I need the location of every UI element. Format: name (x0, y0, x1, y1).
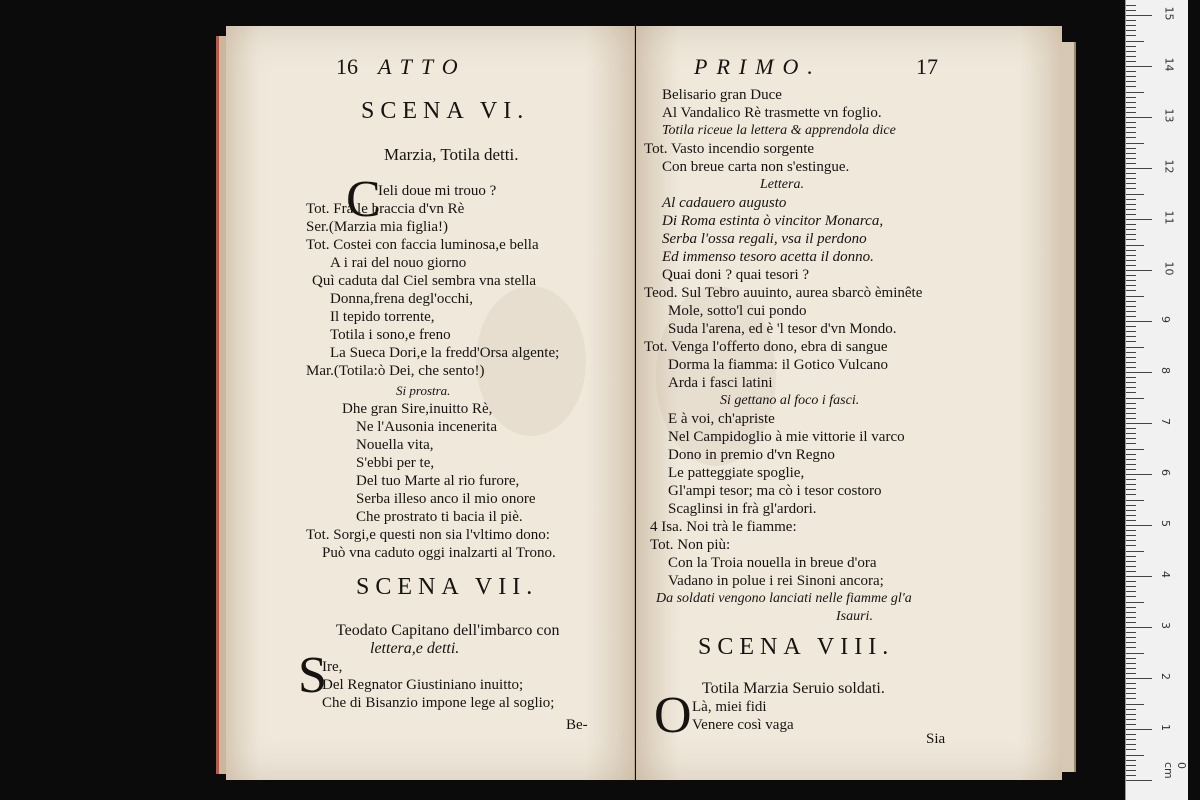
ruler-tick (1126, 403, 1136, 404)
running-head: ATTO (378, 54, 467, 79)
verse-line: Venere così vaga (692, 717, 794, 733)
ruler-tick (1126, 132, 1136, 133)
ruler-tick (1126, 306, 1136, 307)
ruler-tick (1126, 285, 1136, 286)
verse-line: Ne l'Ausonia incenerita (356, 419, 497, 435)
ruler-tick (1126, 729, 1152, 730)
ruler-tick (1126, 321, 1152, 322)
ruler-tick (1126, 71, 1136, 72)
letter-heading: Lettera. (760, 177, 804, 192)
verse-line: Il tepido torrente, (330, 309, 435, 325)
stage-direction: Isauri. (836, 609, 873, 624)
verse-line: Mar.(Totila:ò Dei, che sento!) (306, 363, 485, 379)
ruler-tick (1126, 301, 1136, 302)
verse-line: Nouella vita, (356, 437, 434, 453)
ruler-label: 15 (1162, 6, 1176, 21)
verse-line: Dorma la fiamma: il Gotico Vulcano (668, 357, 889, 373)
open-book (226, 26, 1062, 780)
ruler-tick (1126, 234, 1136, 235)
ruler-tick (1126, 296, 1144, 297)
verse-line: Al Vandalico Rè trasmette vn foglio. (662, 105, 882, 121)
verse-line: Ieli doue mi trouo ? (378, 183, 497, 199)
ruler-tick (1126, 500, 1144, 501)
verse-line: Là, miei fidi (692, 699, 767, 715)
scene-cast: Teodato Capitano dell'imbarco con (336, 622, 560, 639)
ruler-tick (1126, 545, 1136, 546)
ruler-tick (1126, 214, 1136, 215)
page-number: 17 (916, 54, 938, 79)
ruler-tick (1126, 780, 1152, 781)
ruler-tick (1126, 158, 1136, 159)
ruler-tick (1126, 178, 1136, 179)
ruler-tick (1126, 245, 1144, 246)
ruler-tick (1126, 479, 1136, 480)
ruler-tick (1126, 92, 1144, 93)
ruler-tick (1126, 51, 1136, 52)
ruler-tick (1126, 617, 1136, 618)
stage-direction: Si gettano al foco i fasci. (720, 393, 860, 408)
ruler-tick (1126, 423, 1152, 424)
ruler-tick (1126, 734, 1136, 735)
ruler-tick (1126, 20, 1136, 21)
ruler-tick (1126, 199, 1136, 200)
ruler-label: 5 (1159, 520, 1172, 527)
ruler-tick (1126, 137, 1136, 138)
letter-line: Ed immenso tesoro acetta il donno. (662, 249, 874, 265)
ruler-tick (1126, 86, 1136, 87)
ruler-tick (1126, 81, 1136, 82)
verse-line: S'ebbi per te, (356, 455, 435, 471)
ruler-tick (1126, 398, 1144, 399)
ruler-tick (1126, 454, 1136, 455)
ruler-tick (1126, 642, 1136, 643)
ruler-tick (1126, 163, 1136, 164)
ruler-tick (1126, 194, 1144, 195)
ruler-tick (1126, 183, 1136, 184)
ruler-label: 14 (1162, 57, 1176, 72)
verse-line: Che prostrato ti bacia il piè. (356, 509, 523, 525)
verse-line: Del Regnator Giustiniano inuitto; (322, 677, 524, 693)
ruler-tick (1126, 122, 1136, 123)
ruler-tick (1126, 693, 1136, 694)
catchword: Sia (926, 731, 946, 747)
stage-direction: Si prostra. (396, 383, 451, 398)
ruler-tick (1126, 755, 1144, 756)
verse-line: Ser.(Marzia mia figlia!) (306, 219, 449, 235)
ruler-tick (1126, 505, 1136, 506)
verse-line: Dono in premio d'vn Regno (668, 447, 835, 463)
ruler-tick (1126, 663, 1136, 664)
ruler-tick (1126, 760, 1136, 761)
ruler-tick (1126, 775, 1136, 776)
ruler-tick (1126, 566, 1136, 567)
ruler-tick (1126, 428, 1136, 429)
scene-cast: Marzia, Totila detti. (384, 145, 519, 164)
verse-line: Dhe gran Sire,inuitto Rè, (342, 401, 493, 417)
ruler-tick (1126, 647, 1136, 648)
page-number: 16 (336, 54, 358, 79)
ruler-tick (1126, 520, 1136, 521)
verse-line: Che di Bisanzio impone lege al soglio; (322, 695, 555, 711)
ruler-tick (1126, 352, 1136, 353)
ruler-tick (1126, 535, 1136, 536)
ruler-tick (1126, 275, 1136, 276)
ruler-tick (1126, 255, 1136, 256)
ruler-tick (1126, 188, 1136, 189)
drop-cap: O (654, 687, 692, 744)
ruler-tick (1126, 602, 1144, 603)
ruler-tick (1126, 143, 1144, 144)
ruler-tick (1126, 551, 1144, 552)
ruler-tick (1126, 653, 1144, 654)
ruler-tick (1126, 744, 1136, 745)
ruler-tick (1126, 596, 1136, 597)
ruler-tick (1126, 341, 1136, 342)
ruler-tick (1126, 265, 1136, 266)
ruler-tick (1126, 525, 1152, 526)
ruler-tick (1126, 530, 1136, 531)
scene-title: SCENA VII. (356, 574, 539, 600)
ruler-tick (1126, 316, 1136, 317)
ruler-tick (1126, 449, 1144, 450)
ruler-tick (1126, 61, 1136, 62)
ruler-tick (1126, 459, 1136, 460)
verse-line: La Sueca Dori,e la fredd'Orsa algente; (330, 345, 560, 361)
ruler-tick (1126, 209, 1136, 210)
ruler-tick (1126, 698, 1136, 699)
ruler-tick (1126, 15, 1152, 16)
ruler-tick (1126, 35, 1136, 36)
ruler-tick (1126, 556, 1136, 557)
ruler-tick (1126, 413, 1136, 414)
ruler-tick (1126, 739, 1136, 740)
ruler-tick (1126, 127, 1136, 128)
ruler-tick (1126, 153, 1136, 154)
ruler-label: 11 (1162, 210, 1176, 225)
verse-line: Con breue carta non s'estingue. (662, 159, 850, 175)
verse-line: Può vna caduto oggi inalzarti al Trono. (322, 545, 556, 561)
ruler-tick (1126, 107, 1136, 108)
ruler-tick (1126, 311, 1136, 312)
ruler-tick (1126, 326, 1136, 327)
ruler-tick (1126, 224, 1136, 225)
letter-line: Al cadauero augusto (662, 195, 787, 211)
ruler-tick (1126, 290, 1136, 291)
scene-cast: Totila Marzia Seruio soldati. (702, 680, 885, 697)
ruler-tick (1126, 632, 1136, 633)
ruler-tick (1126, 637, 1136, 638)
ruler-tick (1126, 408, 1136, 409)
ruler-label: 9 (1159, 316, 1172, 323)
ruler-tick (1126, 484, 1136, 485)
ruler-label: 13 (1162, 108, 1176, 123)
ruler-tick (1126, 678, 1152, 679)
ruler-label: 10 (1162, 261, 1176, 276)
drop-cap: S (298, 647, 327, 704)
ruler-tick (1126, 581, 1136, 582)
verse-line: Mole, sotto'l cui pondo (668, 303, 807, 319)
ruler-tick (1126, 377, 1136, 378)
ruler-tick (1126, 97, 1136, 98)
ruler-tick (1126, 749, 1136, 750)
ruler-tick (1126, 336, 1136, 337)
ruler-tick (1126, 46, 1136, 47)
ruler-tick (1126, 148, 1136, 149)
ruler-tick (1126, 331, 1136, 332)
ruler-tick (1126, 438, 1136, 439)
ruler-tick (1126, 10, 1136, 11)
ruler-tick (1126, 250, 1136, 251)
verse-line: Tot. Sorgi,e questi non sia l'vltimo dono: (306, 527, 550, 543)
ruler-tick (1126, 489, 1136, 490)
ruler-tick (1126, 392, 1136, 393)
ruler-tick (1126, 367, 1136, 368)
ruler-tick (1126, 239, 1136, 240)
ruler-tick (1126, 719, 1136, 720)
measuring-ruler (1125, 0, 1188, 800)
ruler-tick (1126, 612, 1136, 613)
ruler-label: 2 (1159, 673, 1172, 680)
ruler-tick (1126, 270, 1152, 271)
verse-line: Con la Troia nouella in breue d'ora (668, 555, 877, 571)
ruler-label: 6 (1159, 469, 1172, 476)
verse-line: Tot. Venga l'offerto dono, ebra di sangue (644, 339, 888, 355)
ruler-label: 4 (1159, 571, 1172, 578)
verse-line: Tot. Frà le braccia d'vn Rè (306, 201, 465, 217)
scene-cast: lettera,e detti. (370, 640, 460, 657)
ruler-tick (1126, 571, 1136, 572)
verse-line: Tot. Vasto incendio sorgente (644, 141, 815, 157)
drop-cap: C (346, 171, 381, 228)
ruler-tick (1126, 688, 1136, 689)
right-page-edge (1060, 42, 1076, 772)
ruler-tick (1126, 586, 1136, 587)
ruler-label: 8 (1159, 367, 1172, 374)
verse-line: Gl'ampi tesor; ma cò i tesor costoro (668, 483, 882, 499)
ruler-tick (1126, 382, 1136, 383)
stage-direction: Totila riceue la lettera & apprendola dice (662, 123, 896, 138)
ruler-tick (1126, 418, 1136, 419)
ruler-tick (1126, 433, 1136, 434)
ruler-tick (1126, 280, 1136, 281)
scene-title: SCENA VI. (361, 98, 530, 124)
ruler-tick (1126, 709, 1136, 710)
ruler-tick (1126, 25, 1136, 26)
ruler-tick (1126, 561, 1136, 562)
stage-direction: Da soldati vengono lanciati nelle fiamme gl'a (656, 591, 912, 606)
ruler-tick (1126, 5, 1136, 6)
ruler-tick (1126, 204, 1136, 205)
ruler-tick (1126, 372, 1152, 373)
right-page (636, 26, 1062, 780)
ruler-tick (1126, 56, 1136, 57)
verse-line: Arda i fasci latini (668, 375, 773, 391)
ruler-tick (1126, 765, 1136, 766)
verse-line: Quì caduta dal Ciel sembra vna stella (312, 273, 537, 289)
ruler-tick (1126, 591, 1136, 592)
ruler-tick (1126, 30, 1136, 31)
verse-line: Totila i sono,e freno (330, 327, 451, 343)
ruler-tick (1126, 66, 1152, 67)
ruler-tick (1126, 658, 1136, 659)
ruler-tick (1126, 173, 1136, 174)
verse-line: Le patteggiate spoglie, (668, 465, 805, 481)
ruler-tick (1126, 576, 1152, 577)
ruler-tick (1126, 168, 1152, 169)
verse-line: A i rai del nouo giorno (330, 255, 467, 271)
ruler-tick (1126, 464, 1136, 465)
ruler-tick (1126, 704, 1144, 705)
ruler-tick (1126, 540, 1136, 541)
verse-line: Tot. Non più: (650, 537, 731, 553)
ruler-label: 1 (1159, 724, 1172, 731)
ruler-tick (1126, 668, 1136, 669)
ruler-tick (1126, 714, 1136, 715)
ruler-tick (1126, 510, 1136, 511)
ruler-tick (1126, 607, 1136, 608)
ruler-tick (1126, 229, 1136, 230)
verse-line: Nel Campidoglio à mie vittorie il varco (668, 429, 905, 445)
ruler-tick (1126, 219, 1152, 220)
running-head: PRIMO. (694, 54, 822, 79)
ruler-label: 12 (1162, 159, 1176, 174)
ruler-label: 0 cm (1162, 762, 1188, 779)
ruler-tick (1126, 474, 1152, 475)
verse-line: Serba illeso anco il mio onore (356, 491, 536, 507)
ruler-tick (1126, 362, 1136, 363)
ruler-tick (1126, 112, 1136, 113)
verse-line: Belisario gran Duce (662, 87, 782, 103)
ruler-tick (1126, 41, 1144, 42)
ruler-tick (1126, 673, 1136, 674)
ruler-tick (1126, 770, 1136, 771)
verse-line: Teod. Sul Tebro auuinto, aurea sbarcò èminête (644, 285, 923, 301)
verse-line: Ire, (322, 659, 343, 675)
ruler-tick (1126, 683, 1136, 684)
ruler-tick (1126, 260, 1136, 261)
scene-title: SCENA VIII. (698, 634, 895, 660)
left-page (226, 26, 635, 780)
ruler-tick (1126, 102, 1136, 103)
ruler-tick (1126, 515, 1136, 516)
ruler-tick (1126, 627, 1152, 628)
catchword: Be- (566, 717, 588, 733)
verse-line: Tot. Costei con faccia luminosa,e bella (306, 237, 539, 253)
ruler-tick (1126, 347, 1144, 348)
ruler-label: 7 (1159, 418, 1172, 425)
ruler-tick (1126, 357, 1136, 358)
ruler-tick (1126, 622, 1136, 623)
verse-line: Donna,frena degl'occhi, (330, 291, 474, 307)
ruler-tick (1126, 469, 1136, 470)
letter-line: Serba l'ossa regali, vsa il perdono (662, 231, 867, 247)
verse-line: Suda l'arena, ed è 'l tesor d'vn Mondo. (668, 321, 897, 337)
ruler-tick (1126, 724, 1136, 725)
ruler-tick (1126, 76, 1136, 77)
verse-line: Vadano in polue i rei Sinoni ancora; (668, 573, 884, 589)
ruler-label: 3 (1159, 622, 1172, 629)
letter-line: Di Roma estinta ò vincitor Monarca, (662, 213, 884, 229)
verse-line: Del tuo Marte al rio furore, (356, 473, 520, 489)
verse-line: Scaglinsi in frà gl'ardori. (668, 501, 817, 517)
ruler-tick (1126, 443, 1136, 444)
verse-line: Quai doni ? quai tesori ? (662, 267, 810, 283)
verse-line: E à voi, ch'apriste (668, 411, 775, 427)
verse-line: 4 Isa. Noi trà le fiamme: (650, 519, 797, 535)
ruler-tick (1126, 494, 1136, 495)
ruler-tick (1126, 387, 1136, 388)
ruler-tick (1126, 117, 1152, 118)
